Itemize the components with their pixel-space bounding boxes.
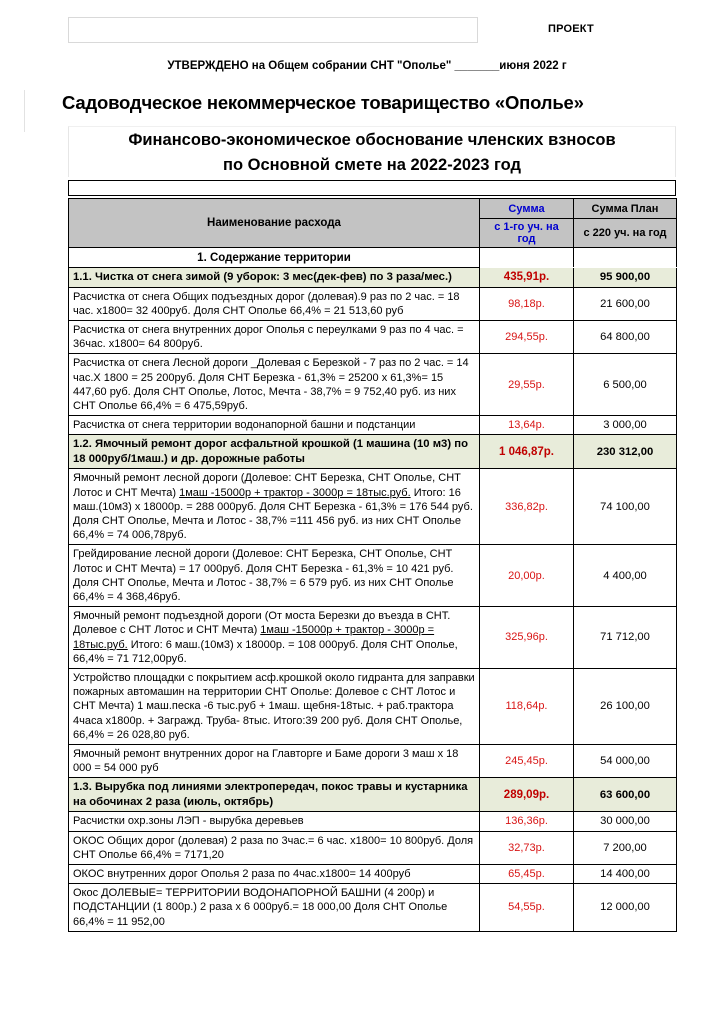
row-name-underlined-part: 1маш -15000р + трактор - 3000р = 18тыс.руб. xyxy=(73,624,435,651)
row-name-cell: 1.2. Ямочный ремонт дорог асфальтной крошкой (1 машина (10 м3) по 18 000руб/1маш.) и др. дорожные работы xyxy=(69,435,480,469)
row-sum-per-plot: 65,45р. xyxy=(480,865,574,884)
row-sum-per-plot: 98,18р. xyxy=(480,287,574,320)
table-row xyxy=(69,744,677,777)
table-row xyxy=(69,865,677,884)
row-sum-plan: 230 312,00 xyxy=(574,435,677,469)
row-sum-plan: 63 600,00 xyxy=(574,778,677,812)
row-sum-plan: 7 200,00 xyxy=(574,831,677,864)
section-title: 1. Содержание территории xyxy=(69,248,480,268)
row-sum-plan: 3 000,00 xyxy=(574,416,677,435)
row-sum-plan: 74 100,00 xyxy=(574,469,677,545)
col-header-sum-top: Сумма xyxy=(480,199,574,219)
row-sum-plan: 6 500,00 xyxy=(574,354,677,416)
table-body xyxy=(69,248,677,932)
row-name-cell: Расчистки охр.зоны ЛЭП - вырубка деревьев xyxy=(69,812,480,831)
left-margin-rule xyxy=(24,90,25,132)
table-row xyxy=(69,778,677,812)
row-sum-per-plot: 13,64р. xyxy=(480,416,574,435)
document-title-line2: по Основной смете на 2022-2023 год xyxy=(223,156,521,174)
row-sum-plan: 26 100,00 xyxy=(574,668,677,744)
row-name-cell: Расчистка от снега Общих подъездных дорог (долевая).9 раз по 2 час. = 18 час. х1800= 32 400руб. Доля СНТ Ополье 66,4% = 21 513,60 руб xyxy=(69,287,480,320)
row-name-cell: Устройство площадки с покрытием асф.крошкой около гидранта для заправки пожарных автомашин на территории СНТ Ополье: Долевое с СНТ Лотос и СНТ Мечта) 1 маш.песка -6 тыс.руб + 1маш. щебня-18тыс. + раб.трактора 4часа х1800р. + Загражд. Труба- 8тыс. Итого:39 200 руб. Доля СНТ Ополье, 66,4% = 26 028,80 руб. xyxy=(69,668,480,744)
row-name-cell: ОКОС внутренних дорог Ополья 2 раза по 4час.х1800= 14 400руб xyxy=(69,865,480,884)
document-title xyxy=(68,126,676,177)
table-spacer-row xyxy=(68,180,676,196)
row-sum-per-plot: 32,73р. xyxy=(480,831,574,864)
blank-header-box[interactable] xyxy=(68,17,478,43)
row-sum-per-plot: 20,00р. xyxy=(480,545,574,607)
row-sum-per-plot: 336,82р. xyxy=(480,469,574,545)
table-header-row-top xyxy=(69,199,677,219)
estimate-table xyxy=(68,198,677,932)
row-name-cell: Расчистка от снега внутренних дорог Ополья с переулками 9 раз по 4 час. = 36час. х1800= 64 800руб. xyxy=(69,320,480,353)
row-name-cell: Расчистка от снега территории водонапорной башни и подстанции xyxy=(69,416,480,435)
table-row xyxy=(69,812,677,831)
row-sum-plan: 71 712,00 xyxy=(574,607,677,669)
table-row xyxy=(69,831,677,864)
row-sum-per-plot: 245,45р. xyxy=(480,744,574,777)
row-name-cell: Ямочный ремонт лесной дороги (Долевое: СНТ Березка, СНТ Ополье, СНТ Лотос и СНТ Мечта) 1маш -15000р + трактор - 3000р = 18тыс.руб. Итого: 16 маш.(10м3) х 18000р. = 288 000руб. Доля СНТ Березка - 61,3% = 176 544 руб. Доля СНТ Ополье, Мечта и Лотос - 38,7% =111 456 руб. из них СНТ Ополье 66,4% = 74 006,78руб. xyxy=(69,469,480,545)
row-sum-per-plot: 54,55р. xyxy=(480,884,574,932)
row-name-cell: Грейдирование лесной дороги (Долевое: СНТ Березка, СНТ Ополье, СНТ Лотос и СНТ Мечта) = 17 000руб. Доля СНТ Березка - 61,3% = 10 421 руб. Доля СНТ Ополье, Мечта и Лотос - 38,7% = 6 579 руб. из них СНТ Ополье 66,4% = 4 368,46руб. xyxy=(69,545,480,607)
row-sum-per-plot: 435,91р. xyxy=(480,268,574,288)
row-sum-plan: 30 000,00 xyxy=(574,812,677,831)
row-sum-plan: 64 800,00 xyxy=(574,320,677,353)
row-sum-plan: 14 400,00 xyxy=(574,865,677,884)
row-sum-plan: 12 000,00 xyxy=(574,884,677,932)
section-sum-empty xyxy=(480,248,574,268)
row-sum-plan: 21 600,00 xyxy=(574,287,677,320)
row-sum-per-plot: 289,09р. xyxy=(480,778,574,812)
document-title-line1: Финансово-экономическое обоснование членских взносов xyxy=(128,131,616,149)
table-row xyxy=(69,469,677,545)
row-sum-plan: 95 900,00 xyxy=(574,268,677,288)
row-sum-per-plot: 118,64р. xyxy=(480,668,574,744)
page-header xyxy=(0,0,724,86)
table-row xyxy=(69,607,677,669)
col-header-plan-sub: с 220 уч. на год xyxy=(574,219,677,248)
table-head xyxy=(69,199,677,248)
project-label: ПРОЕКТ xyxy=(548,23,594,35)
table-row xyxy=(69,268,677,288)
table-row xyxy=(69,287,677,320)
row-name-cell: Ямочный ремонт внутренних дорог на Главторге и Баме дороги 3 маш х 18 000 = 54 000 руб xyxy=(69,744,480,777)
table-row xyxy=(69,668,677,744)
col-header-plan-top: Сумма План xyxy=(574,199,677,219)
row-name-cell: Ямочный ремонт подъездной дороги (От моста Березки до въезда в СНТ. Долевое с СНТ Лотос и СНТ Мечта) 1маш -15000р + трактор - 3000р = 18тыс.руб. Итого: 6 маш.(10м3) х 18000р. = 108 000руб. Доля СНТ Ополье, 66,4% = 71 712,00руб. xyxy=(69,607,480,669)
row-sum-per-plot: 294,55р. xyxy=(480,320,574,353)
row-sum-per-plot: 136,36р. xyxy=(480,812,574,831)
table-row xyxy=(69,435,677,469)
section-plan-empty xyxy=(574,248,677,268)
col-header-name: Наименование расхода xyxy=(69,199,480,248)
row-name-underlined-part: 1маш -15000р + трактор - 3000р = 18тыс.руб. xyxy=(179,486,411,499)
table-row xyxy=(69,884,677,932)
section-header-row xyxy=(69,248,677,268)
organization-title: Садоводческое некоммерческое товарищество «Ополье» xyxy=(62,92,584,113)
table-row xyxy=(69,354,677,416)
col-header-sum-sub: с 1-го уч. на год xyxy=(480,219,574,248)
table-row xyxy=(69,416,677,435)
row-sum-plan: 54 000,00 xyxy=(574,744,677,777)
row-sum-per-plot: 325,96р. xyxy=(480,607,574,669)
approved-line: УТВЕРЖДЕНО на Общем собрании СНТ "Ополье" _______июня 2022 г xyxy=(167,60,567,72)
row-sum-plan: 4 400,00 xyxy=(574,545,677,607)
row-name-cell: ОКОС Общих дорог (долевая) 2 раза по 3час.= 6 час. х1800= 10 800руб. Доля СНТ Ополье 66,4% = 7171,20 xyxy=(69,831,480,864)
row-name-cell: Окос ДОЛЕВЫЕ= ТЕРРИТОРИИ ВОДОНАПОРНОЙ БАШНИ (4 200р) и ПОДСТАНЦИИ (1 800р.) 2 раза х 6 000руб.= 18 000,00 Доля СНТ Ополье 66,4% = 11 952,00 xyxy=(69,884,480,932)
table-row xyxy=(69,545,677,607)
row-sum-per-plot: 29,55р. xyxy=(480,354,574,416)
table-row xyxy=(69,320,677,353)
row-name-cell: 1.1. Чистка от снега зимой (9 уборок: 3 мес(дек-фев) по 3 раза/мес.) xyxy=(69,268,480,288)
row-name-cell: Расчистка от снега Лесной дороги _Долевая с Березкой - 7 раз по 2 час. = 14 час.Х 1800 = 25 200руб. Доля СНТ Березка - 61,3% = 25200 х 61,3%= 15 447,60 руб. Доля СНТ Ополье, Лотос, Мечта - 38,7% = 9 752,40 руб. из них СНТ Ополье 66,4% = 6 475,59руб. xyxy=(69,354,480,416)
row-sum-per-plot: 1 046,87р. xyxy=(480,435,574,469)
row-name-cell: 1.3. Вырубка под линиями электропередач, покос травы и кустарника на обочинах 2 раза (июль, октябрь) xyxy=(69,778,480,812)
